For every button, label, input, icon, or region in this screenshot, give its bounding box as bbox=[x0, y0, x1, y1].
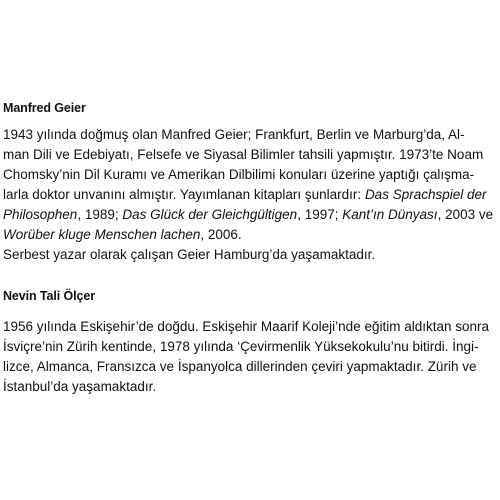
book-title: Worüber kluge Menschen lachen bbox=[3, 227, 201, 242]
bio-line bbox=[3, 377, 497, 397]
book-title: Kant’ın Dünyası bbox=[342, 207, 438, 222]
bio-text: İstanbul’da yaşamaktadır. bbox=[3, 379, 157, 394]
bio-line bbox=[3, 357, 497, 377]
bio-text: , 2003 ve bbox=[437, 207, 494, 222]
bio-line bbox=[3, 205, 497, 225]
bio-line bbox=[3, 185, 497, 205]
book-title: Das Glück der Gleichgültigen bbox=[122, 207, 298, 222]
bio-text: İsviçre’nin Zürih kentinde, 1978 yılında ‘Çevirmenlik Yüksekokulu’nu bitirdi. İngi- bbox=[3, 339, 479, 354]
bio-line bbox=[3, 145, 497, 165]
bio-line bbox=[3, 245, 497, 265]
bio-line bbox=[3, 165, 497, 185]
bio-text: Chomsky’nin Dil Kuramı ve Amerikan Dilbilimi konuları üzerine yaptığı çalışma- bbox=[3, 167, 475, 182]
biography-nevin-tali-olcer bbox=[3, 317, 497, 397]
bio-text: 1956 yılında Eskişehir’de doğdu. Eskişehir Maarif Koleji’nde eğitim aldıktan sonra bbox=[3, 319, 490, 334]
bio-line bbox=[3, 125, 497, 145]
bio-line bbox=[3, 337, 497, 357]
bio-text: , 1989; bbox=[77, 207, 123, 222]
bio-line bbox=[3, 225, 497, 245]
bio-line bbox=[3, 317, 497, 337]
bio-text: lizce, Almanca, Fransızca ve İspanyolca dillerinden çeviri yapmaktadır. Zürih ve bbox=[3, 359, 477, 374]
bio-text: , 2006. bbox=[200, 227, 242, 242]
author-heading-manfred-geier: Manfred Geier bbox=[3, 101, 86, 115]
book-title: Philosophen bbox=[3, 207, 78, 222]
bio-text: man Dili ve Edebiyatı, Felsefe ve Siyasal Bilimler tahsili yapmıştır. 1973’te Noam bbox=[3, 147, 484, 162]
bio-text: larla doktor unvanını almıştır. Yayımlanan kitapları şunlardır: bbox=[3, 187, 365, 202]
author-heading-nevin-tali-olcer: Nevin Tali Ölçer bbox=[3, 289, 95, 303]
biography-manfred-geier bbox=[3, 125, 497, 265]
bio-text: Serbest yazar olarak çalışan Geier Hamburg’da yaşamaktadır. bbox=[3, 247, 376, 262]
bio-text: , 1997; bbox=[297, 207, 343, 222]
book-title: Das Sprachspiel der bbox=[364, 187, 487, 202]
bio-text: 1943 yılında doğmuş olan Manfred Geier; Frankfurt, Berlin ve Marburg’da, Al- bbox=[3, 127, 465, 142]
